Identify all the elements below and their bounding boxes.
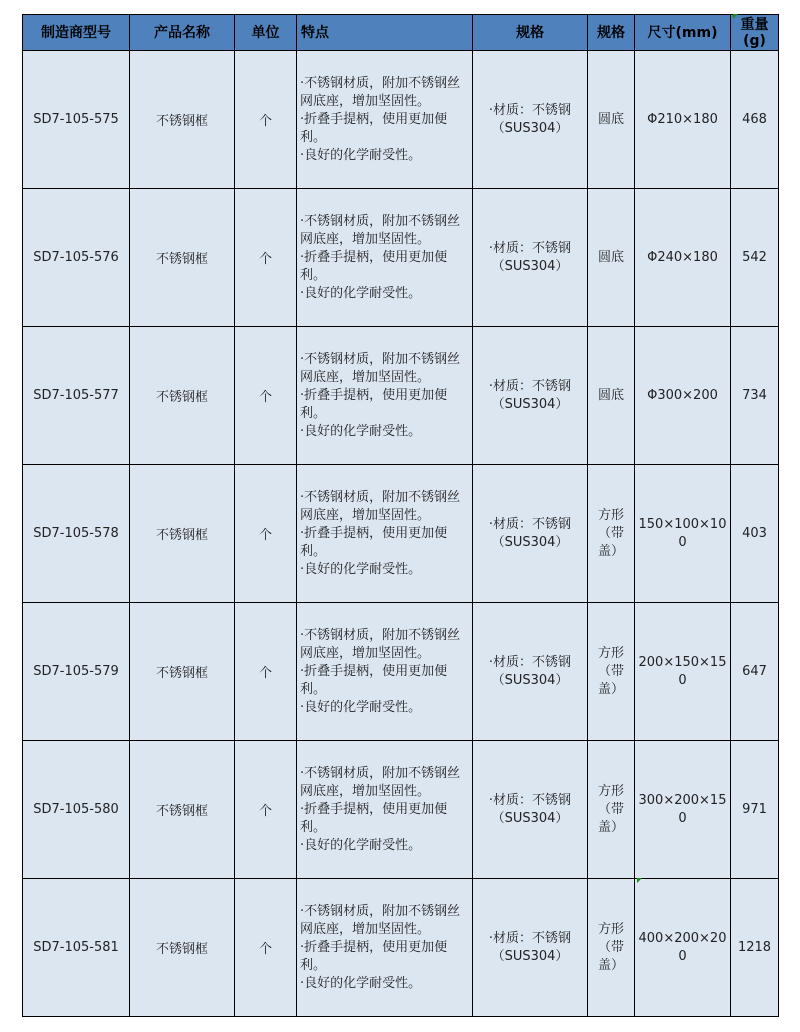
shape-cell: 圆底 (588, 327, 635, 465)
name-cell: 不锈钢框 (130, 741, 235, 879)
name-cell: 不锈钢框 (130, 327, 235, 465)
features-cell (297, 603, 473, 741)
table-row (23, 189, 779, 327)
table-row (23, 603, 779, 741)
table-row (23, 879, 779, 1017)
features-cell (297, 51, 473, 189)
material-cell: ·材质：不锈钢（SUS304） (473, 603, 588, 741)
material-cell: ·材质：不锈钢（SUS304） (473, 189, 588, 327)
shape-cell: 方形（带盖） (588, 465, 635, 603)
weight-cell: 971 (731, 741, 779, 879)
feature-line: ·良好的化学耐受性。 (300, 699, 422, 715)
feature-line: ·折叠手提柄，使用更加便利。 (300, 801, 448, 835)
size-cell: Φ240×180 (635, 189, 731, 327)
table-row (23, 51, 779, 189)
unit-cell: 个 (235, 879, 297, 1017)
model-cell: SD7-105-581 (23, 879, 130, 1017)
weight-cell: 542 (731, 189, 779, 327)
model-cell: SD7-105-575 (23, 51, 130, 189)
size-cell: Φ300×200 (635, 327, 731, 465)
comment-indicator-icon (733, 14, 738, 19)
feature-line: ·不锈钢材质，附加不锈钢丝网底座，增加坚固性。 (300, 765, 461, 799)
size-cell: 200×150×150 (635, 603, 731, 741)
product-table (22, 14, 779, 1017)
feature-line: ·折叠手提柄，使用更加便利。 (300, 111, 448, 145)
size-cell: 150×100×100 (635, 465, 731, 603)
material-cell: ·材质：不锈钢（SUS304） (473, 879, 588, 1017)
name-cell: 不锈钢框 (130, 189, 235, 327)
feature-line: ·良好的化学耐受性。 (300, 285, 422, 301)
unit-cell: 个 (235, 741, 297, 879)
features-cell (297, 879, 473, 1017)
header-size: 尺寸(mm) (635, 15, 731, 51)
weight-cell: 1218 (731, 879, 779, 1017)
shape-cell: 圆底 (588, 51, 635, 189)
size-cell: Φ210×180 (635, 51, 731, 189)
feature-line: ·折叠手提柄，使用更加便利。 (300, 387, 448, 421)
weight-cell: 403 (731, 465, 779, 603)
weight-cell: 468 (731, 51, 779, 189)
feature-line: ·折叠手提柄，使用更加便利。 (300, 525, 448, 559)
material-cell: ·材质：不锈钢（SUS304） (473, 465, 588, 603)
feature-line: ·良好的化学耐受性。 (300, 561, 422, 577)
unit-cell: 个 (235, 189, 297, 327)
shape-cell: 圆底 (588, 189, 635, 327)
feature-line: ·不锈钢材质，附加不锈钢丝网底座，增加坚固性。 (300, 351, 461, 385)
header-model: 制造商型号 (23, 15, 130, 51)
feature-line: ·良好的化学耐受性。 (300, 423, 422, 439)
comment-indicator-icon (637, 878, 642, 883)
feature-line: ·良好的化学耐受性。 (300, 975, 422, 991)
feature-line: ·折叠手提柄，使用更加便利。 (300, 249, 448, 283)
header-name: 产品名称 (130, 15, 235, 51)
header-features: 特点 (297, 15, 473, 51)
name-cell: 不锈钢框 (130, 879, 235, 1017)
unit-cell: 个 (235, 327, 297, 465)
model-cell: SD7-105-580 (23, 741, 130, 879)
features-cell (297, 189, 473, 327)
name-cell: 不锈钢框 (130, 465, 235, 603)
unit-cell: 个 (235, 51, 297, 189)
table-row (23, 465, 779, 603)
shape-cell: 方形（带盖） (588, 741, 635, 879)
name-cell: 不锈钢框 (130, 603, 235, 741)
name-cell: 不锈钢框 (130, 51, 235, 189)
feature-line: ·不锈钢材质，附加不锈钢丝网底座，增加坚固性。 (300, 75, 461, 109)
table-row (23, 741, 779, 879)
feature-line: ·不锈钢材质，附加不锈钢丝网底座，增加坚固性。 (300, 627, 461, 661)
header-unit: 单位 (235, 15, 297, 51)
size-cell: 400×200×200 (635, 879, 731, 1017)
feature-line: ·不锈钢材质，附加不锈钢丝网底座，增加坚固性。 (300, 489, 461, 523)
header-weight: 重量(g) (731, 15, 779, 51)
size-cell: 300×200×150 (635, 741, 731, 879)
features-cell (297, 465, 473, 603)
material-cell: ·材质：不锈钢（SUS304） (473, 51, 588, 189)
table-row (23, 327, 779, 465)
weight-cell: 734 (731, 327, 779, 465)
feature-line: ·不锈钢材质，附加不锈钢丝网底座，增加坚固性。 (300, 903, 461, 937)
material-cell: ·材质：不锈钢（SUS304） (473, 327, 588, 465)
features-cell (297, 327, 473, 465)
feature-line: ·不锈钢材质，附加不锈钢丝网底座，增加坚固性。 (300, 213, 461, 247)
features-cell (297, 741, 473, 879)
weight-cell: 647 (731, 603, 779, 741)
header-spec-shape: 规格 (588, 15, 635, 51)
header-row (23, 15, 779, 51)
model-cell: SD7-105-577 (23, 327, 130, 465)
feature-line: ·折叠手提柄，使用更加便利。 (300, 939, 448, 973)
unit-cell: 个 (235, 465, 297, 603)
model-cell: SD7-105-576 (23, 189, 130, 327)
model-cell: SD7-105-579 (23, 603, 130, 741)
model-cell: SD7-105-578 (23, 465, 130, 603)
shape-cell: 方形（带盖） (588, 879, 635, 1017)
feature-line: ·良好的化学耐受性。 (300, 837, 422, 853)
feature-line: ·良好的化学耐受性。 (300, 147, 422, 163)
unit-cell: 个 (235, 603, 297, 741)
shape-cell: 方形（带盖） (588, 603, 635, 741)
material-cell: ·材质：不锈钢（SUS304） (473, 741, 588, 879)
feature-line: ·折叠手提柄，使用更加便利。 (300, 663, 448, 697)
header-spec-material: 规格 (473, 15, 588, 51)
